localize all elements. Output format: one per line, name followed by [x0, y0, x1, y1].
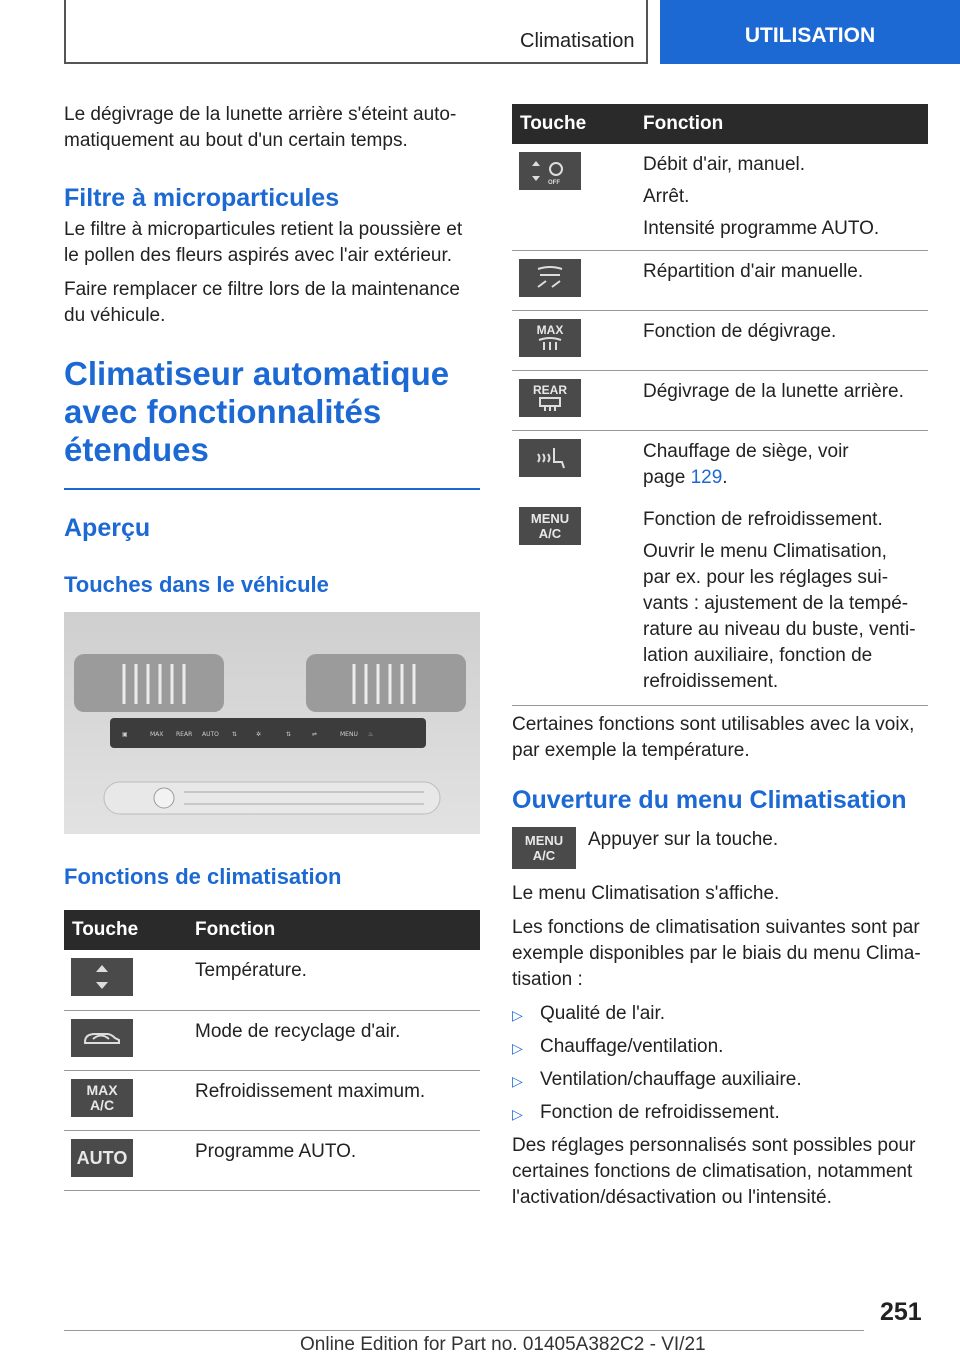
- heading-rule: [64, 488, 480, 490]
- menu-shown-text: Le menu Climatisation s'affiche.: [512, 883, 780, 904]
- defrost-max-icon: [519, 319, 581, 357]
- svg-text:⇅: ⇅: [232, 731, 238, 738]
- triangle-bullet-icon: ▷: [512, 1007, 523, 1023]
- svg-text:OFF: OFF: [548, 180, 560, 185]
- air-distribution-icon: [519, 259, 581, 297]
- table-row: [512, 499, 928, 706]
- col-header-function: Fonction: [643, 104, 928, 144]
- personal-settings-text: Des réglages personnalisés sont possibles pour certaines fonctions de climatisation, notamment l'activation/désactivation ou l'intensité.: [512, 1135, 916, 1208]
- fan-text-3: Intensité programme AUTO.: [643, 218, 880, 239]
- list-item: [512, 1034, 928, 1061]
- left-function-table: [64, 910, 480, 1191]
- table-row: [512, 251, 928, 311]
- triangle-bullet-icon: ▷: [512, 1040, 523, 1056]
- ac-label: A/C: [532, 848, 556, 863]
- svg-text:⇅: ⇅: [286, 731, 292, 738]
- table-header-row: [64, 910, 480, 950]
- table-row: [64, 1070, 480, 1130]
- header-chapter-tab[interactable]: [660, 0, 960, 64]
- press-text: Appuyer sur la touche.: [588, 829, 779, 850]
- svg-text:REAR: REAR: [176, 731, 193, 738]
- row-text: Répartition d'air manuelle.: [643, 251, 928, 311]
- svg-text:♨: ♨: [368, 731, 374, 738]
- svg-text:MAX: MAX: [150, 731, 164, 738]
- col-header-key: Touche: [64, 910, 195, 950]
- left-column: [64, 102, 480, 469]
- row-text: Fonction de dégivrage.: [643, 311, 928, 371]
- col-header-function: Fonction: [195, 910, 480, 950]
- header-section: Climatisation: [520, 30, 635, 52]
- filter-heading: Filtre à microparticules: [64, 184, 340, 212]
- table-row: Chauffage de siège, voir page 129.: [512, 431, 928, 500]
- footer-rule: [64, 1330, 864, 1331]
- fan-text-1: Débit d'air, manuel.: [643, 154, 806, 175]
- list-item-text: Qualité de l'air.: [540, 1003, 666, 1024]
- dashboard-photo: [64, 612, 480, 834]
- list-item: [512, 1001, 928, 1028]
- main-heading-line-3: étendues: [64, 431, 209, 468]
- intro-text: Le dégivrage de la lunette arrière s'éteint automatiquement au bout d'un certain temps.: [64, 104, 457, 151]
- filter-text-1: Le filtre à microparticules retient la poussière et le pollen des fleurs aspirés avec l'air extérieur.: [64, 219, 463, 266]
- press-row: [512, 827, 928, 869]
- page-link[interactable]: 129: [690, 467, 723, 488]
- ac-label: A/C: [538, 526, 562, 541]
- menu-label: MENU: [524, 833, 564, 848]
- cooling-text-2: Ouvrir le menu Climatisation, par ex. pour les réglages suivants : ajustement de la température au niveau du buste, ventilation auxiliaire, fonction de refroidissement.: [643, 541, 916, 692]
- functions-heading: Fonctions de climatisation: [64, 864, 342, 889]
- rear-defrost-icon: [519, 379, 581, 417]
- rear-label: REAR: [532, 383, 567, 397]
- row-text: Mode de recyclage d'air.: [195, 1010, 480, 1070]
- cooling-text-1: Fonction de refroidissement.: [643, 509, 883, 530]
- triangle-bullet-icon: ▷: [512, 1106, 523, 1122]
- edition-text: Online Edition for Part no. 01405A382C2 - VI/21: [300, 1334, 706, 1355]
- main-heading-line-2: avec fonctionnalités: [64, 393, 382, 430]
- table-header-row: [512, 104, 928, 144]
- col-header-key: Touche: [512, 104, 643, 144]
- row-text: Dégivrage de la lunette arrière.: [643, 371, 928, 431]
- table-row: [64, 1010, 480, 1070]
- max-label: MAX: [536, 323, 564, 337]
- list-item: [512, 1100, 928, 1127]
- main-heading: [64, 355, 480, 469]
- max-ac-icon: [71, 1079, 133, 1117]
- svg-text:✲: ✲: [256, 731, 262, 738]
- bullet-list: [512, 1001, 928, 1127]
- page-number: 251: [880, 1298, 922, 1326]
- seat-heating-icon: [519, 439, 581, 477]
- temperature-arrows-icon: [71, 958, 133, 996]
- fan-text-2: Arrêt.: [643, 186, 690, 207]
- max-label: MAX: [86, 1081, 118, 1098]
- table-row: [64, 1130, 480, 1190]
- voice-text: Certaines fonctions sont utilisables avec la voix, par exemple la température.: [512, 714, 915, 761]
- svg-text:AUTO: AUTO: [202, 731, 219, 738]
- list-item: [512, 1067, 928, 1094]
- auto-label: AUTO: [76, 1147, 128, 1168]
- row-text: Température.: [195, 950, 480, 1010]
- svg-text:MENU: MENU: [340, 731, 358, 738]
- right-text-column: [512, 712, 928, 1219]
- auto-icon: [71, 1139, 133, 1177]
- svg-text:⇌: ⇌: [312, 731, 318, 738]
- filter-text-2: Faire remplacer ce filtre lors de la maintenance du véhicule.: [64, 279, 461, 326]
- right-function-table: [512, 104, 928, 706]
- menu-heading: Ouverture du menu Climatisation: [512, 786, 907, 814]
- table-row: [512, 144, 928, 251]
- fan-speed-icon: [519, 152, 581, 190]
- available-text: Les fonctions de climatisation suivantes sont par exemple disponibles par le biais du menu Climatisation :: [512, 917, 921, 990]
- row-text: Programme AUTO.: [195, 1130, 480, 1190]
- triangle-bullet-icon: ▷: [512, 1073, 523, 1089]
- ac-label: A/C: [89, 1096, 115, 1113]
- table-row: [512, 371, 928, 431]
- main-heading-line-1: Climatiseur automatique: [64, 355, 450, 392]
- recirculation-car-icon: [71, 1019, 133, 1057]
- list-item-text: Ventilation/chauffage auxiliaire.: [540, 1069, 802, 1090]
- list-item-text: Chauffage/ventilation.: [540, 1036, 724, 1057]
- overview-heading: Aperçu: [64, 514, 151, 542]
- table-row: [64, 950, 480, 1010]
- menu-ac-icon: [519, 507, 581, 545]
- menu-label: MENU: [530, 511, 570, 526]
- table-row: [512, 311, 928, 371]
- page-prefix: page: [643, 467, 686, 488]
- keys-heading: Touches dans le véhicule: [64, 572, 329, 597]
- svg-text:▣: ▣: [122, 731, 128, 738]
- chapter-label: UTILISATION: [744, 24, 876, 47]
- seat-heating-text: Chauffage de siège, voir: [643, 441, 849, 462]
- list-item-text: Fonction de refroidissement.: [540, 1102, 780, 1123]
- menu-ac-icon: [512, 827, 576, 869]
- row-text: Refroidissement maximum.: [195, 1070, 480, 1130]
